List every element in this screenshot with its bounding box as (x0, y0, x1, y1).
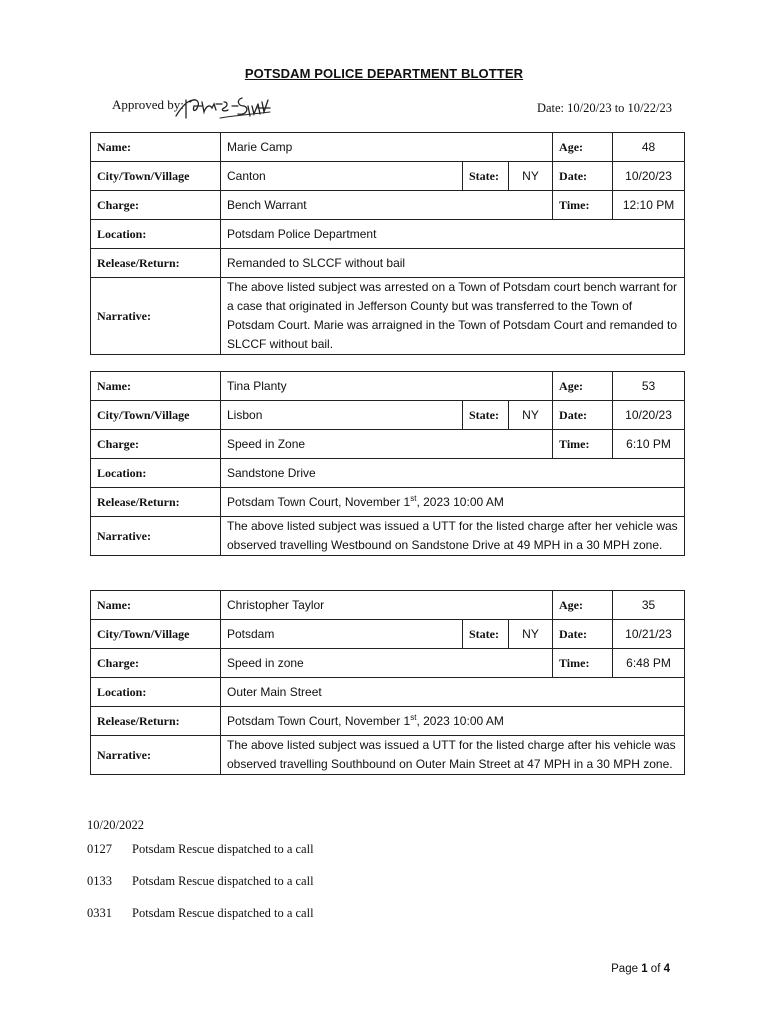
release-label: Release/Return: (91, 249, 221, 278)
date-label: Date: (553, 162, 613, 191)
release-label: Release/Return: (91, 488, 221, 517)
narrative-value: The above listed subject was issued a UTT for the listed charge after her vehicle was observed travelling Westbound on Sandstone Drive at 49 MPH in a 30 MPH zone. (221, 517, 685, 556)
state-label: State: (463, 401, 509, 430)
time-value: 6:48 PM (613, 649, 685, 678)
location-label: Location: (91, 678, 221, 707)
charge-label: Charge: (91, 191, 221, 220)
call-time: 0331 (87, 906, 112, 920)
narrative-label: Narrative: (91, 278, 221, 355)
call-time: 0127 (87, 842, 112, 856)
city-value: Potsdam (221, 620, 463, 649)
location-label: Location: (91, 459, 221, 488)
age-value: 35 (613, 591, 685, 620)
narrative-value: The above listed subject was arrested on a Town of Potsdam court bench warrant for a case that originated in Jefferson County but was transferred to the Town of Potsdam Court. Marie was arraigned in the Town of Potsdam Court and remanded to SLCCF without bail. (221, 278, 685, 355)
name-value: Christopher Taylor (221, 591, 553, 620)
state-label: State: (463, 620, 509, 649)
name-label: Name: (91, 591, 221, 620)
city-label: City/Town/Village (91, 401, 221, 430)
age-label: Age: (553, 133, 613, 162)
state-label: State: (463, 162, 509, 191)
date-label: Date: (553, 620, 613, 649)
date-label: Date: (553, 401, 613, 430)
time-label: Time: (553, 191, 613, 220)
city-value: Canton (221, 162, 463, 191)
date-value: 10/21/23 (613, 620, 685, 649)
time-label: Time: (553, 430, 613, 459)
blotter-record-3 (90, 590, 685, 775)
city-value: Lisbon (221, 401, 463, 430)
location-value: Potsdam Police Department (221, 220, 685, 249)
call-description: Potsdam Rescue dispatched to a call (132, 842, 314, 856)
state-value: NY (509, 162, 553, 191)
name-label: Name: (91, 133, 221, 162)
city-label: City/Town/Village (91, 620, 221, 649)
location-value: Outer Main Street (221, 678, 685, 707)
release-value: Remanded to SLCCF without bail (221, 249, 685, 278)
narrative-value: The above listed subject was issued a UTT for the listed charge after his vehicle was observed travelling Southbound on Outer Main Street at 47 MPH in a 30 MPH zone. (221, 736, 685, 775)
date-range: Date: 10/20/23 to 10/22/23 (536, 101, 672, 115)
date-value: 10/20/23 (613, 162, 685, 191)
release-label: Release/Return: (91, 707, 221, 736)
blotter-record-2 (90, 371, 685, 556)
age-value: 53 (613, 372, 685, 401)
charge-label: Charge: (91, 649, 221, 678)
approver-signature (172, 92, 272, 124)
city-label: City/Town/Village (91, 162, 221, 191)
charge-label: Charge: (91, 430, 221, 459)
state-value: NY (509, 401, 553, 430)
release-value: Potsdam Town Court, November 1st, 2023 10:00 AM (221, 488, 685, 517)
charge-value: Bench Warrant (221, 191, 553, 220)
narrative-label: Narrative: (91, 517, 221, 556)
state-value: NY (509, 620, 553, 649)
blotter-record-1 (90, 132, 685, 355)
call-description: Potsdam Rescue dispatched to a call (132, 906, 314, 920)
age-value: 48 (613, 133, 685, 162)
call-description: Potsdam Rescue dispatched to a call (132, 874, 314, 888)
time-value: 6:10 PM (613, 430, 685, 459)
location-label: Location: (91, 220, 221, 249)
call-time: 0133 (87, 874, 112, 888)
name-value: Tina Planty (221, 372, 553, 401)
age-label: Age: (553, 591, 613, 620)
approved-by-label: Approved by: (112, 97, 184, 112)
name-label: Name: (91, 372, 221, 401)
release-value: Potsdam Town Court, November 1st, 2023 10:00 AM (221, 707, 685, 736)
narrative-label: Narrative: (91, 736, 221, 775)
page-title: POTSDAM POLICE DEPARTMENT BLOTTER (244, 66, 524, 81)
time-value: 12:10 PM (613, 191, 685, 220)
charge-value: Speed in Zone (221, 430, 553, 459)
location-value: Sandstone Drive (221, 459, 685, 488)
page-number: Page 1 of 4 (611, 963, 670, 975)
date-value: 10/20/23 (613, 401, 685, 430)
charge-value: Speed in zone (221, 649, 553, 678)
age-label: Age: (553, 372, 613, 401)
calls-date: 10/20/2022 (87, 818, 144, 832)
name-value: Marie Camp (221, 133, 553, 162)
time-label: Time: (553, 649, 613, 678)
